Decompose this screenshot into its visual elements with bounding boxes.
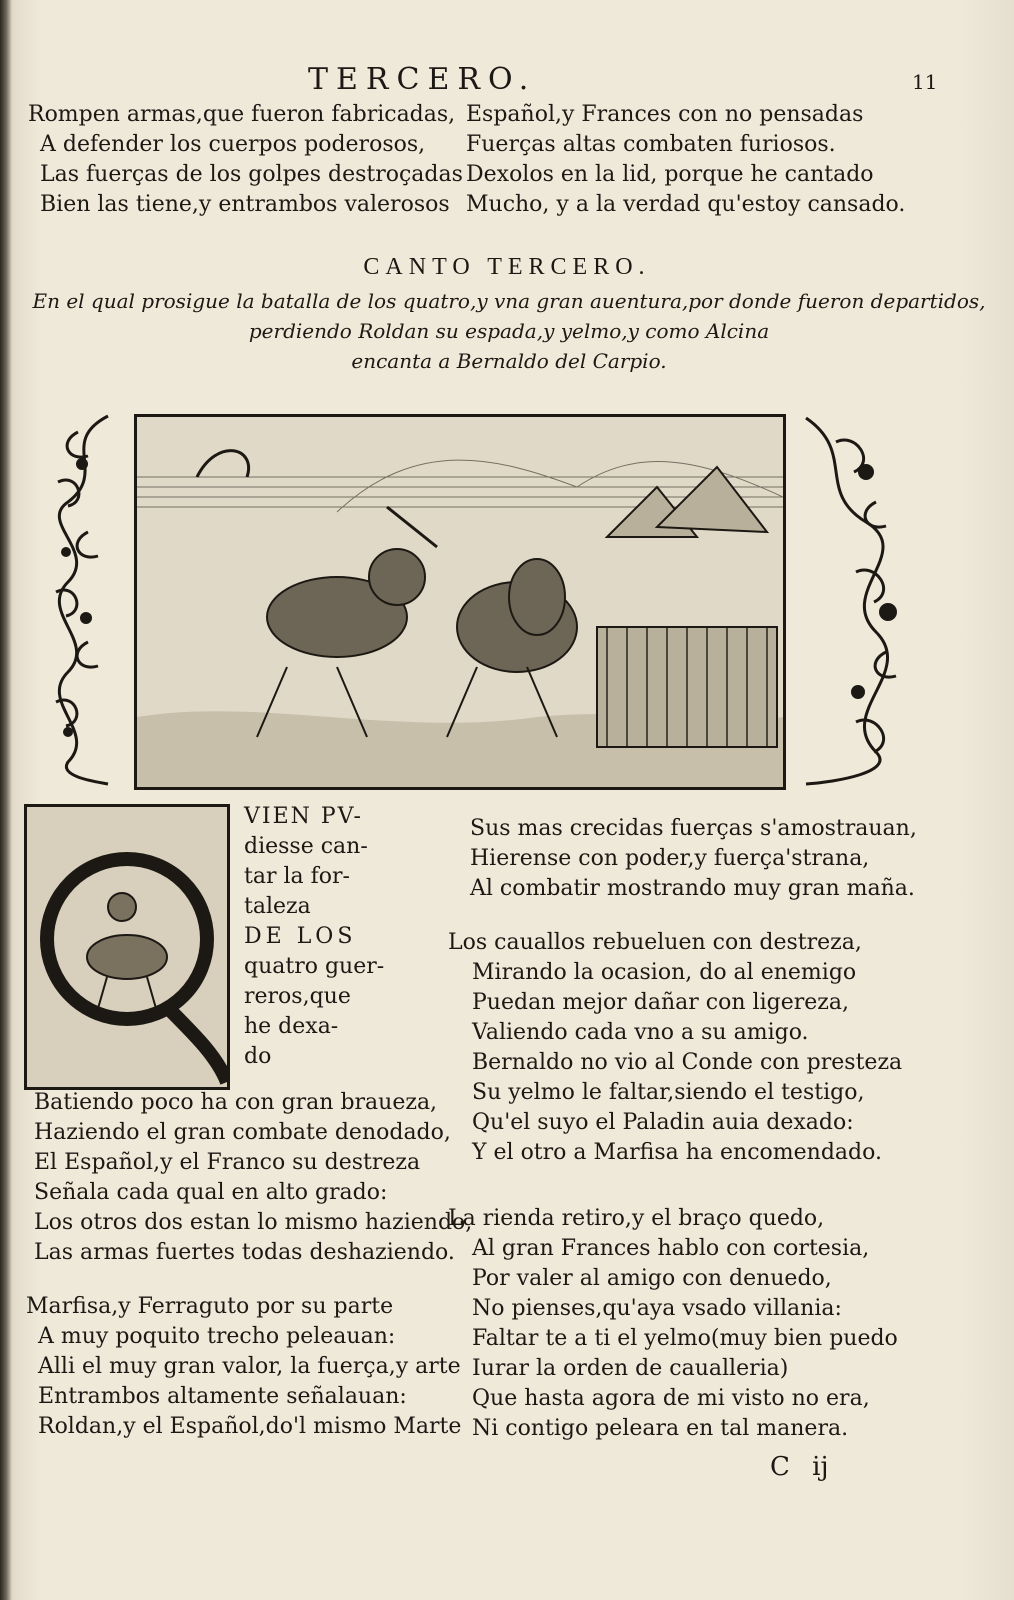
verse-line: tar la for- <box>244 864 350 889</box>
verse-line: Su yelmo le faltar,siendo el testigo, <box>472 1080 865 1105</box>
verse-line: A muy poquito trecho peleauan: <box>38 1324 396 1349</box>
verse-line: Iurar la orden de caualleria) <box>472 1356 789 1381</box>
verse-line: El Español,y el Franco su destreza <box>34 1150 421 1175</box>
right-stanza-3 <box>448 1204 898 1444</box>
left-stanza-2 <box>26 1292 461 1442</box>
argument-line: En el qual prosigue la batalla de los quatro,y vna gran auentura,por donde fueron departidos, <box>32 289 986 313</box>
left-stanza-1 <box>34 1088 472 1268</box>
initial-lines <box>244 802 384 1072</box>
top-right-stanza <box>466 100 905 220</box>
verse-line: Dexolos en la lid, porque he cantado <box>466 162 874 187</box>
verse-line: Las armas fuertes todas deshaziendo. <box>34 1240 455 1265</box>
verse-line: DE LOS <box>244 924 357 949</box>
verse-line: Los cauallos rebueluen con destreza, <box>448 930 862 955</box>
verse-line: diesse can- <box>244 834 368 859</box>
verse-line: Bernaldo no vio al Conde con presteza <box>472 1050 903 1075</box>
verse-line: Marfisa,y Ferraguto por su parte <box>26 1294 394 1319</box>
verse-line: Entrambos altamente señalauan: <box>38 1384 407 1409</box>
decorated-initial <box>24 804 230 1090</box>
verse-line: Y el otro a Marfisa ha encomendado. <box>472 1140 882 1165</box>
woodcut-illustration <box>137 417 783 787</box>
verse-line: Fuerças altas combaten furiosos. <box>466 132 836 157</box>
folio-number: 11 <box>912 70 938 94</box>
verse-line: No pienses,qu'aya vsado villania: <box>472 1296 842 1321</box>
verse-line: Faltar te a ti el yelmo(muy bien puedo <box>472 1326 898 1351</box>
verse-line: Mirando la ocasion, do al enemigo <box>472 960 857 985</box>
verse-line: reros,que <box>244 984 351 1009</box>
verse-line: Por valer al amigo con denuedo, <box>472 1266 832 1291</box>
verse-line: Al gran Frances hablo con cortesia, <box>472 1236 870 1261</box>
right-stanza-2 <box>448 928 902 1168</box>
top-left-stanza <box>28 100 463 220</box>
verse-line: Que hasta agora de mi visto no era, <box>472 1386 870 1411</box>
verse-line: Sus mas crecidas fuerças s'amostrauan, <box>470 816 917 841</box>
verse-line: he dexa- <box>244 1014 339 1039</box>
canto-argument <box>24 286 994 376</box>
verse-line: Al combatir mostrando muy gran maña. <box>470 876 915 901</box>
verse-line: Bien las tiene,y entrambos valerosos <box>40 192 450 217</box>
verse-line: A defender los cuerpos poderosos, <box>40 132 426 157</box>
verse-line: Roldan,y el Español,do'l mismo Marte <box>38 1414 462 1439</box>
page-gutter-shadow <box>0 0 12 1600</box>
right-stanza-1 <box>470 814 917 904</box>
right-ornament-border <box>796 412 920 788</box>
argument-line: perdiendo Roldan su espada,y yelmo,y como Alcina <box>248 319 770 343</box>
left-ornament-border <box>38 412 118 788</box>
signature-mark <box>770 1452 843 1482</box>
verse-line: Qu'el suyo el Paladin auia dexado: <box>472 1110 854 1135</box>
battle-woodcut <box>134 414 786 790</box>
verse-line: Alli el muy gran valor, la fuerça,y arte <box>38 1354 461 1379</box>
verse-line: Señala cada qual en alto grado: <box>34 1180 388 1205</box>
verse-line: Haziendo el gran combate denodado, <box>34 1120 451 1145</box>
verse-line: Las fuerças de los golpes destroçadas <box>40 162 463 187</box>
running-title: TERCERO. <box>308 62 537 97</box>
running-head <box>0 62 1014 98</box>
verse-line: Valiendo cada vno a su amigo. <box>472 1020 809 1045</box>
verse-line: taleza <box>244 894 311 919</box>
verse-line: Español,y Frances con no pensadas <box>466 102 864 127</box>
verse-line: Puedan mejor dañar con ligereza, <box>472 990 849 1015</box>
signature-number: ij <box>812 1452 829 1482</box>
initial-q-woodcut <box>27 807 227 1087</box>
argument-line: encanta a Bernaldo del Carpio. <box>351 349 667 373</box>
verse-line: Mucho, y a la verdad qu'estoy cansado. <box>466 192 906 217</box>
verse-line: Los otros dos estan lo mismo haziendo, <box>34 1210 473 1235</box>
verse-line: Ni contigo peleara en tal manera. <box>472 1416 849 1441</box>
signature-letter: C <box>770 1452 790 1482</box>
verse-line: La rienda retiro,y el braço quedo, <box>448 1206 825 1231</box>
verse-line: Hierense con poder,y fuerça'strana, <box>470 846 870 871</box>
verse-line: Batiendo poco ha con gran braueza, <box>34 1090 438 1115</box>
verse-line: quatro guer- <box>244 954 385 979</box>
canto-heading: CANTO TERCERO. <box>363 254 651 280</box>
verse-line: Rompen armas,que fueron fabricadas, <box>28 102 456 127</box>
verse-line: VIEN PV- <box>244 804 363 829</box>
verse-line: do <box>244 1044 272 1069</box>
